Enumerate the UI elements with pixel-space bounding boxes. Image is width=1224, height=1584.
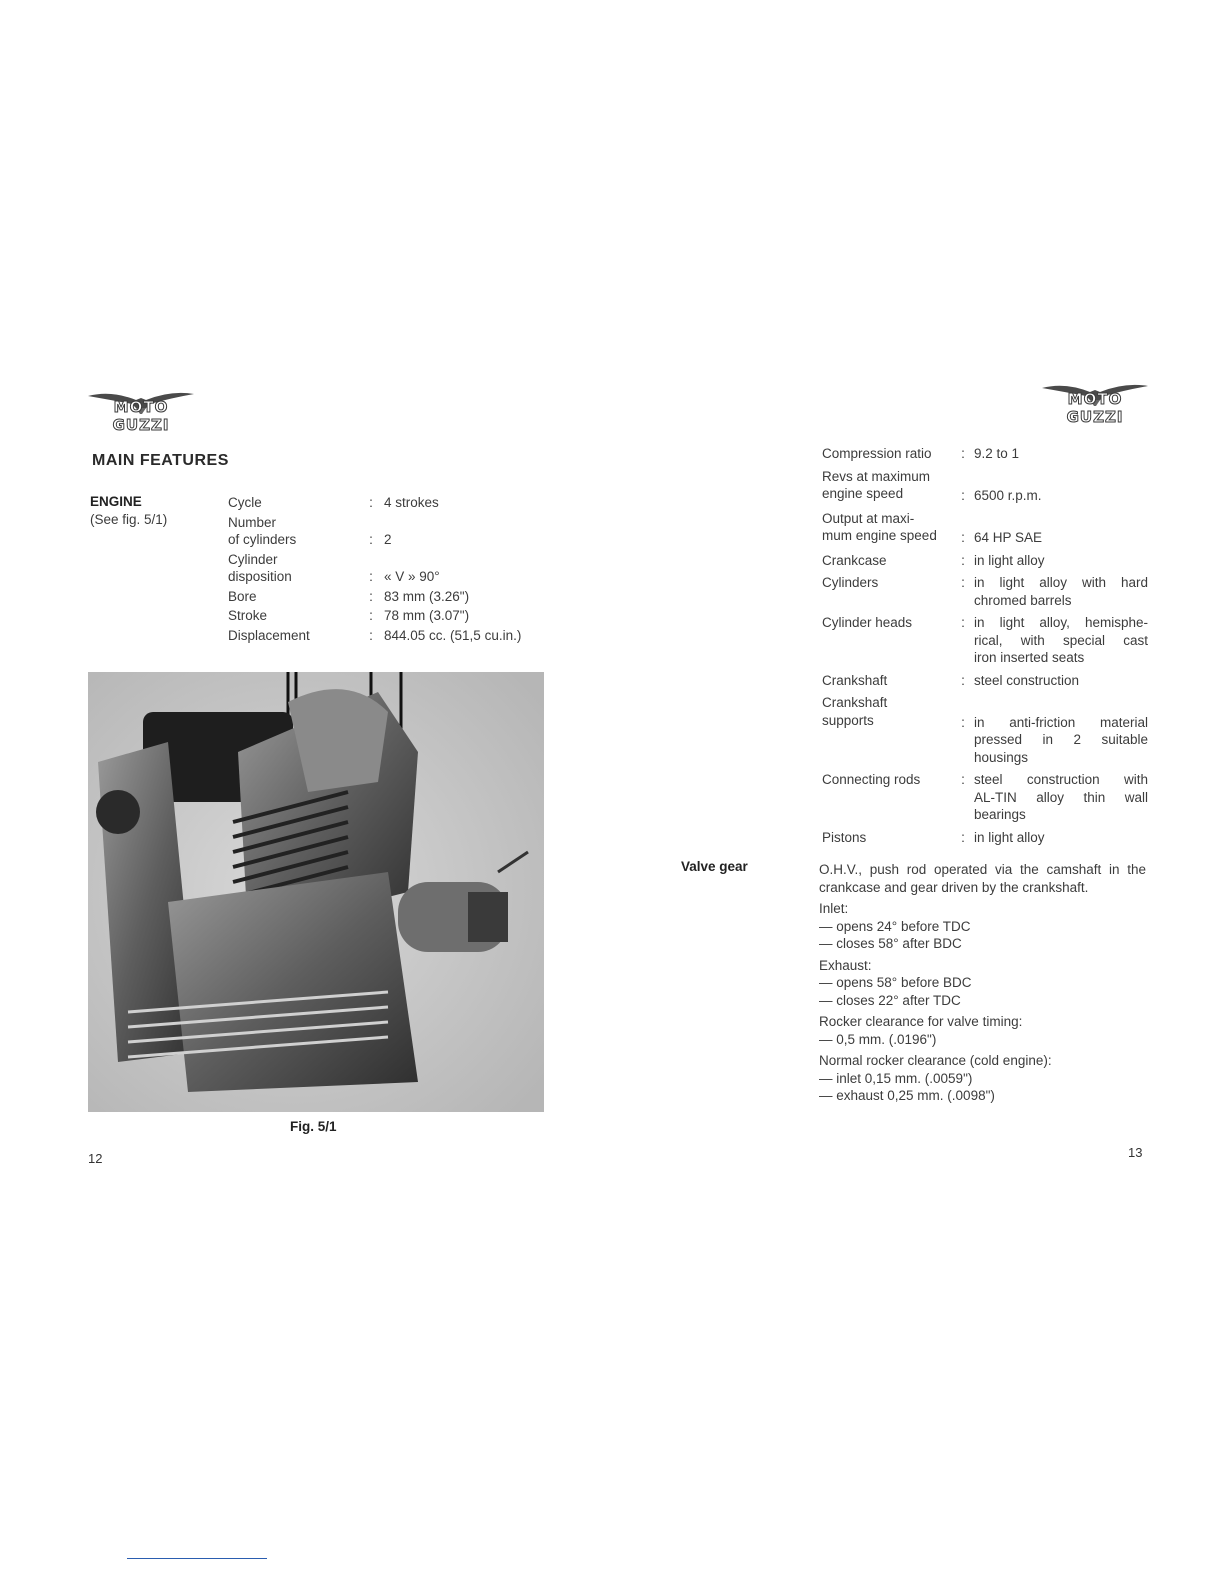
spec-row [822,672,1148,690]
inlet-label: Inlet: [819,901,849,916]
spec-colon: : [369,532,373,547]
spec-row [822,771,1148,824]
spec-name-line: Number [228,514,277,530]
exhaust-line: — opens 58° before BDC [819,975,972,990]
spec-name-line: Cycle [228,495,262,510]
exhaust-line: — closes 22° after TDC [819,992,961,1008]
spec-value [974,445,1148,463]
spec-value [974,771,1148,824]
spec-colon: : [961,552,965,568]
spec-name [822,574,958,609]
spec-name [822,829,958,847]
spec-name [822,552,958,570]
figure-caption: Fig. 5/1 [290,1119,337,1134]
section-label: ENGINE [90,494,142,509]
spec-row [228,627,568,645]
spec-value-line: in light alloy [974,552,1045,568]
spec-row [822,468,1148,505]
spec-row [228,588,568,606]
spec-name-line: mum engine speed [822,528,937,543]
spec-name-line: Pistons [822,829,867,845]
spec-value [974,574,1148,609]
spec-row [228,607,568,625]
normal-rocker-line: — inlet 0,15 mm. (.0059") [819,1070,973,1086]
spec-row [822,574,1148,609]
spec-name-line: Crankshaft [822,672,888,688]
spec-value [974,510,1148,547]
spec-value-line: 64 HP SAE [974,530,1043,545]
spec-value-line: iron inserted seats [974,650,1085,665]
spec-value-line: in light alloy, hemisphe- [974,615,1148,630]
spec-value [974,672,1148,690]
spec-name-line: Revs at maximum [822,468,931,484]
spec-name-line: Compression ratio [822,446,932,461]
valve-gear-description: O.H.V., push rod operated via the camshaft in the crankcase and gear driven by the crankshaft. [819,862,1146,895]
valve-gear-label: Valve gear [681,859,748,874]
section-ref: (See fig. 5/1) [90,512,168,527]
spec-name-line: Displacement [228,627,310,643]
spec-colon: : [961,714,965,730]
spec-value [974,694,1148,766]
spec-value-line: housings [974,749,1029,765]
spec-row [228,514,568,549]
page-number-right: 13 [1128,1145,1143,1160]
spec-value [974,614,1148,667]
spec-value-line: in anti-friction material [974,714,1148,730]
spec-value-line: in light alloy with hard [974,575,1148,590]
spec-row [822,510,1148,547]
spec-colon: : [961,488,965,503]
spec-name [228,494,366,512]
spec-name-line: Crankshaft [822,695,888,710]
spec-name-line: Output at maxi- [822,510,915,526]
spec-colon: : [961,575,965,590]
spec-name-line: Cylinder [228,551,278,567]
spec-value-line: chromed barrels [974,592,1072,608]
spec-value: 4 strokes [384,495,439,510]
spec-name [822,771,958,824]
spec-colon: : [369,627,373,643]
spec-value: « V » 90° [384,569,440,584]
spec-row [822,829,1148,847]
spec-name [822,694,958,766]
spec-colon: : [961,615,965,630]
spec-name [822,510,958,547]
spec-colon: : [369,495,373,510]
spec-name [228,514,366,549]
spec-value-line: steel construction [974,672,1080,688]
spec-value [974,552,1148,570]
spec-value [974,468,1148,505]
exhaust-label: Exhaust: [819,957,872,973]
spec-row [822,614,1148,667]
spec-name-line: supports [822,712,874,728]
spec-name-line: engine speed [822,486,904,501]
spec-value: 78 mm (3.07") [384,608,470,623]
spec-name-line: Bore [228,588,257,604]
spec-colon: : [961,446,965,461]
spec-colon: : [961,530,965,545]
spec-name [228,588,366,606]
spec-value: 83 mm (3.26") [384,588,470,604]
spec-name [228,627,366,645]
spec-colon: : [961,672,965,688]
blue-rule [127,1558,267,1559]
engine-spec-list-right [822,445,1148,851]
spec-name-line: disposition [228,569,292,584]
spec-name-line: Stroke [228,608,268,623]
spec-row [822,445,1148,463]
spec-name-line: Crankcase [822,552,887,568]
normal-rocker-label: Normal rocker clearance (cold engine): [819,1053,1052,1068]
spec-colon: : [369,588,373,604]
engine-spec-list [228,494,568,644]
spec-row [228,551,568,586]
spec-name [228,551,366,586]
inlet-line: — closes 58° after BDC [819,936,962,951]
moto-guzzi-logo: MOTO GUZZI [86,388,196,434]
spec-name-line: of cylinders [228,532,297,547]
spec-value-line: bearings [974,807,1026,822]
spec-name [822,614,958,667]
spec-name [822,445,958,463]
spec-colon: : [369,608,373,623]
spec-value-line: rical, with special cast [974,632,1148,648]
page-number-left: 12 [88,1151,103,1166]
spec-colon: : [961,772,965,787]
moto-guzzi-logo-right: MOTO GUZZI [1040,380,1150,426]
spec-value-line: pressed in 2 suitable [974,732,1148,747]
rocker-timing-label: Rocker clearance for valve timing: [819,1014,1023,1029]
spec-value: 844.05 cc. (51,5 cu.in.) [384,627,522,643]
engine-photo [88,672,544,1112]
spec-colon: : [961,829,965,845]
valve-gear-block [819,861,1146,1105]
spec-name [822,672,958,690]
normal-rocker-line: — exhaust 0,25 mm. (.0098") [819,1088,995,1103]
spec-value [974,829,1148,847]
engine-illustration [88,672,544,1112]
spec-row [228,494,568,512]
spec-value: 2 [384,532,392,547]
rocker-timing-line: — 0,5 mm. (.0196") [819,1031,937,1047]
spec-colon: : [369,569,373,584]
spec-row [822,552,1148,570]
spec-name [228,607,366,625]
spec-row [822,694,1148,766]
spec-value-line: in light alloy [974,829,1045,845]
spec-name [822,468,958,505]
inlet-line: — opens 24° before TDC [819,918,971,934]
spec-value-line: AL-TIN alloy thin wall [974,789,1148,805]
page-heading: MAIN FEATURES [92,452,229,469]
spec-name-line: Connecting rods [822,772,921,787]
spec-name-line: Cylinder heads [822,615,913,630]
spec-value-line: 6500 r.p.m. [974,488,1042,503]
spec-value-line: steel construction with [974,772,1148,787]
spec-value-line: 9.2 to 1 [974,446,1020,461]
spec-name-line: Cylinders [822,575,879,590]
